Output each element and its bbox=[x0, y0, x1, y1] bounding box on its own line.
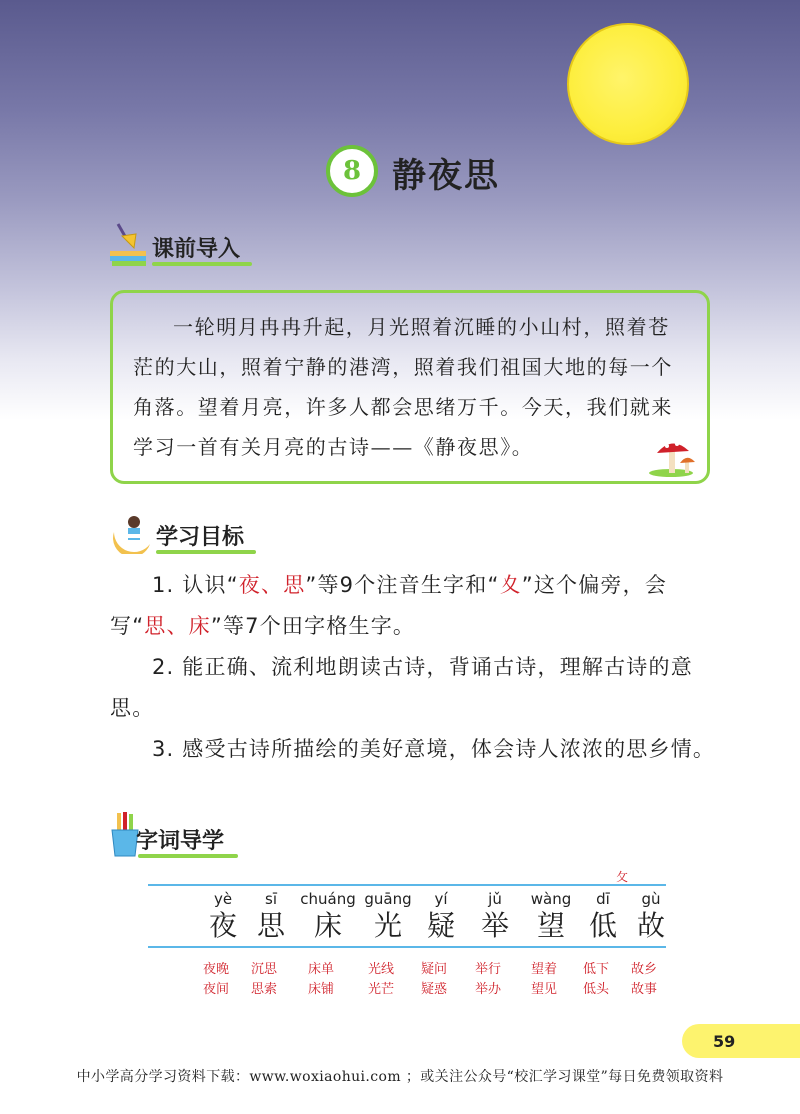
word-item: 疑惑 bbox=[420, 982, 447, 997]
footer-note: 中小学高分学习资料下载：www.woxiaohui.com ；或关注公众号“校汇学习课堂”每日免费领取资料 bbox=[76, 1069, 724, 1085]
char-entry: dī 低 bbox=[588, 890, 617, 942]
section-vocab-title: 字词导学 bbox=[136, 829, 225, 854]
word-item: 思索 bbox=[250, 982, 277, 997]
characters-row bbox=[193, 890, 665, 946]
word-item: 光线 bbox=[367, 962, 394, 977]
word-item: 光芒 bbox=[367, 982, 394, 997]
word-item: 床铺 bbox=[307, 982, 334, 997]
goal-item-3: 3. 感受古诗所描绘的美好意境，体会诗人浓浓的思乡情。 bbox=[152, 737, 716, 761]
page-number: 59 bbox=[713, 1032, 736, 1051]
lesson-title: 静夜思 bbox=[392, 156, 500, 196]
section-underline bbox=[156, 550, 256, 554]
section-intro-title: 课前导入 bbox=[152, 237, 241, 262]
section-goals-header bbox=[110, 510, 270, 550]
word-item: 疑问 bbox=[420, 962, 447, 977]
radical-hint: 攵 bbox=[616, 870, 629, 884]
word-item: 夜间 bbox=[202, 982, 229, 997]
word-item: 低下 bbox=[582, 962, 609, 977]
table-top-line bbox=[148, 884, 666, 886]
char-entry: wàng 望 bbox=[530, 890, 572, 942]
char-entry: sī 思 bbox=[256, 890, 285, 942]
word-item: 举办 bbox=[474, 982, 501, 997]
reading-child-moon-icon bbox=[110, 510, 154, 554]
section-underline bbox=[152, 262, 252, 266]
bell-books-icon bbox=[108, 222, 150, 270]
char-entry: guāng 光 bbox=[364, 890, 412, 942]
char-entry: yí 疑 bbox=[426, 890, 455, 942]
section-vocab-header bbox=[108, 812, 268, 852]
goal-item-1: 1. 认识“夜、思”等9个注音生字和“夊”这个偏旁，会写“思、床”等7个田字格生字。 bbox=[110, 573, 668, 638]
word-item: 举行 bbox=[474, 962, 501, 977]
word-item: 低头 bbox=[582, 982, 609, 997]
char-entry: gù 故 bbox=[636, 890, 665, 942]
section-underline bbox=[138, 854, 238, 858]
section-intro-header bbox=[108, 222, 268, 262]
word-item: 故乡 bbox=[630, 962, 657, 977]
word-item: 望见 bbox=[530, 982, 557, 997]
section-goals-title: 学习目标 bbox=[156, 525, 245, 550]
page-number-tab bbox=[682, 1024, 800, 1058]
char-entry: yè 夜 bbox=[208, 890, 237, 942]
goal-item-2: 2. 能正确、流利地朗读古诗，背诵古诗，理解古诗的意思。 bbox=[110, 655, 693, 720]
word-item: 故事 bbox=[630, 982, 657, 997]
intro-box bbox=[110, 290, 710, 484]
word-item: 床单 bbox=[307, 962, 334, 977]
learning-goals bbox=[110, 565, 720, 770]
lesson-number-badge: 8 bbox=[326, 145, 378, 197]
word-item: 夜晚 bbox=[202, 962, 229, 977]
mushroom-icon bbox=[647, 435, 699, 477]
char-entry: chuáng 床 bbox=[300, 890, 356, 942]
table-bottom-line bbox=[148, 946, 666, 948]
intro-text: 一轮明月冉冉升起，月光照着沉睡的小山村，照着苍茫的大山，照着宁静的港湾，照着我们祖国大地的每一个角落。望着月亮，许多人都会思绪万千。今天，我们就来学习一首有关月亮的古诗——《静夜思》。 bbox=[133, 315, 673, 459]
word-item: 望着 bbox=[530, 962, 557, 977]
moon-illustration bbox=[567, 23, 689, 145]
char-entry: jǔ 举 bbox=[480, 890, 509, 942]
word-item: 沉思 bbox=[250, 962, 277, 977]
